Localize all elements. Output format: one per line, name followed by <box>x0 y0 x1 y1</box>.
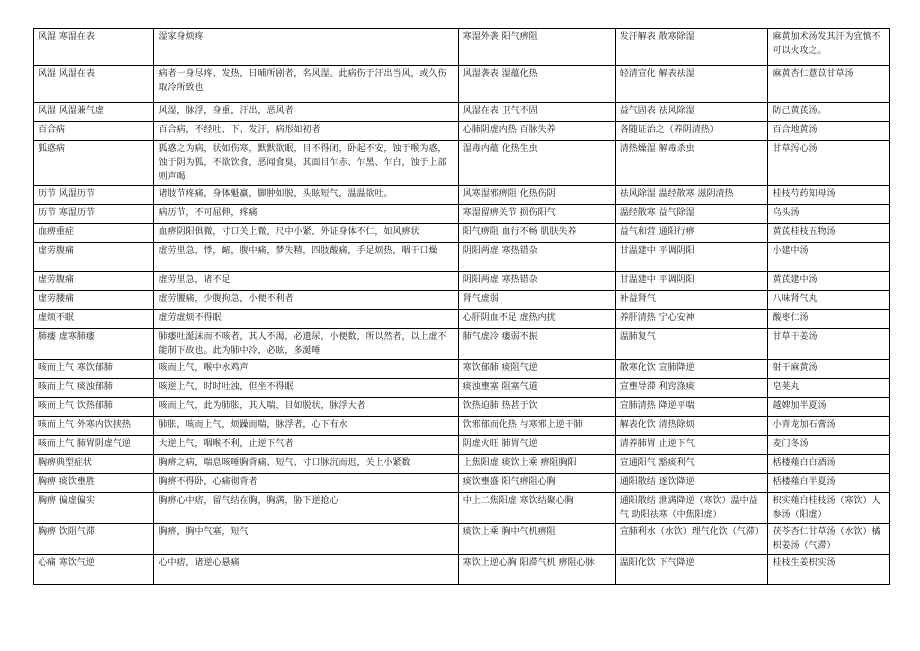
pathogenesis-cell: 寒饮郁肺 痰阻气逆 <box>458 360 615 379</box>
clause-cell: 湿家身烦疼 <box>154 29 458 66</box>
clause-cell: 百合病，不经吐、下、发汗，病形如初者 <box>154 122 458 141</box>
pathogenesis-cell: 中上二焦阳虚 寒饮结聚心胸 <box>458 493 615 524</box>
table-row <box>34 243 890 272</box>
syndrome-cell: 咳而上气 痰浊郁肺 <box>34 379 154 398</box>
treatment-cell: 甘温建中 平调阴阳 <box>615 272 768 291</box>
syndrome-cell: 胸痹 偏虚偏实 <box>34 493 154 524</box>
clause-cell: 咳而上气，此为肺胀，其人喘，目如脱状，脉浮大者 <box>154 398 458 417</box>
syndrome-cell: 风湿 寒湿在表 <box>34 29 154 66</box>
clause-cell: 胸痹不得卧，心痛彻背者 <box>154 474 458 493</box>
formula-cell: 枳实薤白桂枝汤（寒饮）人参汤（阳虚） <box>768 493 890 524</box>
formula-cell: 甘草干姜汤 <box>768 329 890 360</box>
treatment-cell: 益气固表 祛风除湿 <box>615 103 768 122</box>
formula-cell: 栝楼薤白白酒汤 <box>768 455 890 474</box>
clause-cell: 血痹阴阳俱微，寸口关上微，尺中小紧，外证身体不仁，如风痹状 <box>154 224 458 243</box>
syndrome-cell: 胸痹 痰饮壅胜 <box>34 474 154 493</box>
table-row <box>34 186 890 205</box>
clause-cell: 虚劳里急，悸，衄，腹中痛，梦失精，四肢酸痛，手足烦热，咽干口燥 <box>154 243 458 272</box>
table-row <box>34 291 890 310</box>
formula-cell: 黄芪桂枝五物汤 <box>768 224 890 243</box>
clause-cell: 虚劳腰痛，少腹拘急，小便不利者 <box>154 291 458 310</box>
table-row <box>34 329 890 360</box>
pathogenesis-cell: 饮邪郁而化热 与寒邪上逆干肺 <box>458 417 615 436</box>
clause-cell: 虚劳虚烦不得眠 <box>154 310 458 329</box>
clause-cell: 心中痞，诸逆心悬痛 <box>154 555 458 585</box>
syndrome-cell: 虚劳腰痛 <box>34 291 154 310</box>
pathogenesis-cell: 寒湿留痹关节 损伤阳气 <box>458 205 615 224</box>
table-row <box>34 524 890 555</box>
table-row <box>34 141 890 186</box>
formula-cell: 防己黄芪汤。 <box>768 103 890 122</box>
formula-cell: 栝楼薤白半夏汤 <box>768 474 890 493</box>
formula-cell: 酸枣仁汤 <box>768 310 890 329</box>
clause-cell: 风湿，脉浮，身重，汗出，恶风者 <box>154 103 458 122</box>
pathogenesis-cell: 心肝阴血不足 虚热内扰 <box>458 310 615 329</box>
formula-cell: 麦门冬汤 <box>768 436 890 455</box>
formula-cell: 桂枝芍药知母汤 <box>768 186 890 205</box>
treatment-cell: 轻清宣化 解表祛湿 <box>615 66 768 103</box>
syndrome-cell: 百合病 <box>34 122 154 141</box>
formula-cell: 越婢加半夏汤 <box>768 398 890 417</box>
clause-cell: 胸痹，胸中气塞，短气 <box>154 524 458 555</box>
pathogenesis-cell: 阴阳两虚 寒热错杂 <box>458 272 615 291</box>
clause-cell: 狐惑之为病，状如伤寒，默默欲眠，目不得闭，卧起不安，蚀于喉为惑，蚀于阴为狐，不欲饮食，恶闻食臭，其面目乍赤、乍黑、乍白，蚀于上部则声喝 <box>154 141 458 186</box>
formula-cell: 乌头汤 <box>768 205 890 224</box>
treatment-cell: 解表化饮 清热除烦 <box>615 417 768 436</box>
treatment-cell: 清养肺胃 止逆下气 <box>615 436 768 455</box>
pathogenesis-cell: 阴虚火旺 肺胃气逆 <box>458 436 615 455</box>
pathogenesis-cell: 痰饮壅盛 阳气痹阻心胸 <box>458 474 615 493</box>
table-row <box>34 272 890 291</box>
syndrome-cell: 虚烦不眠 <box>34 310 154 329</box>
table-row <box>34 29 890 66</box>
clause-cell: 诸肢节疼痛，身体魁羸，脚肿如脱，头眩短气，温温欲吐。 <box>154 186 458 205</box>
table-row <box>34 436 890 455</box>
syndrome-cell: 咳而上气 肺胃阴虚气逆 <box>34 436 154 455</box>
formula-cell: 茯苓杏仁甘草汤（水饮）橘枳姜汤（气滞） <box>768 524 890 555</box>
treatment-cell: 宣肺利水（水饮）理气化饮（气滞） <box>615 524 768 555</box>
treatment-cell: 通阳散结 泄满降逆（寒饮）温中益气 助阳祛寒（中焦阳虚） <box>615 493 768 524</box>
treatment-cell: 祛风除湿 温经散寒 滋阴清热 <box>615 186 768 205</box>
formula-cell: 八味肾气丸 <box>768 291 890 310</box>
syndrome-cell: 咳而上气 外寒内饮挟热 <box>34 417 154 436</box>
syndrome-cell: 虚劳腹痛 <box>34 272 154 291</box>
syndrome-cell: 胸痹 饮阻气滞 <box>34 524 154 555</box>
syndrome-cell: 咳而上气 饮热郁肺 <box>34 398 154 417</box>
syndrome-cell: 胸痹典型症状 <box>34 455 154 474</box>
formula-cell: 黄芪建中汤 <box>768 272 890 291</box>
formula-cell: 麻黄加术汤发其汗为宜慎不可以火攻之。 <box>768 29 890 66</box>
pathogenesis-cell: 寒湿外袭 阳气痹阻 <box>458 29 615 66</box>
formula-cell: 小青龙加石膏汤 <box>768 417 890 436</box>
table-row <box>34 360 890 379</box>
table-row <box>34 205 890 224</box>
treatment-cell: 各随证治之（养阴清热） <box>615 122 768 141</box>
table-row <box>34 455 890 474</box>
syndrome-cell: 风湿 风湿在表 <box>34 66 154 103</box>
syndrome-cell: 狐惑病 <box>34 141 154 186</box>
table-row <box>34 224 890 243</box>
syndrome-table <box>33 28 890 585</box>
pathogenesis-cell: 风湿袭表 湿蕴化热 <box>458 66 615 103</box>
table-row <box>34 493 890 524</box>
clause-cell: 病者一身尽疼、发热，日晡所剧者，名风湿。此病伤于汗出当风，或久伤取冷所致也 <box>154 66 458 103</box>
treatment-cell: 发汗解表 散寒除湿 <box>615 29 768 66</box>
table-row <box>34 474 890 493</box>
formula-cell: 皂荚丸 <box>768 379 890 398</box>
clause-cell: 虚劳里急，诸不足 <box>154 272 458 291</box>
pathogenesis-cell: 肾气虚弱 <box>458 291 615 310</box>
pathogenesis-cell: 寒饮上逆心胸 阳滞气机 痹阻心脉 <box>458 555 615 585</box>
clause-cell: 胸痹之病，喘息咳唾胸背痛、短气、寸口脉沉而迟，关上小紧数 <box>154 455 458 474</box>
syndrome-cell: 心痛 寒饮气逆 <box>34 555 154 585</box>
treatment-cell: 清热燥湿 解毒杀虫 <box>615 141 768 186</box>
table-row <box>34 103 890 122</box>
table-row <box>34 417 890 436</box>
treatment-cell: 宣肺清热 降逆平喘 <box>615 398 768 417</box>
treatment-cell: 温肺复气 <box>615 329 768 360</box>
pathogenesis-cell: 痰饮上乘 胸中气机痹阻 <box>458 524 615 555</box>
clause-cell: 咳逆上气，时时吐浊，但坐不得眠 <box>154 379 458 398</box>
formula-cell: 小建中汤 <box>768 243 890 272</box>
table-row <box>34 398 890 417</box>
formula-cell: 桂枝生姜枳实汤 <box>768 555 890 585</box>
treatment-cell: 温经散寒 益气除湿 <box>615 205 768 224</box>
formula-cell: 射干麻黄汤 <box>768 360 890 379</box>
pathogenesis-cell: 风寒湿邪痹阻 化热伤阴 <box>458 186 615 205</box>
syndrome-cell: 虚劳腹痛 <box>34 243 154 272</box>
formula-cell: 百合地黄汤 <box>768 122 890 141</box>
treatment-cell: 甘温建中 平调阴阳 <box>615 243 768 272</box>
clause-cell: 胸痹心中痞，留气结在胸，胸满，胁下逆抢心 <box>154 493 458 524</box>
treatment-cell: 温阳化饮 下气降逆 <box>615 555 768 585</box>
treatment-cell: 宣通阳气 豁痰利气 <box>615 455 768 474</box>
clause-cell: 病历节，不可屈伸，疼痛 <box>154 205 458 224</box>
table-row <box>34 310 890 329</box>
pathogenesis-cell: 阳气痹阻 血行不畅 肌肤失养 <box>458 224 615 243</box>
table-row <box>34 379 890 398</box>
pathogenesis-cell: 湿毒内蕴 化热生虫 <box>458 141 615 186</box>
treatment-cell: 补益肾气 <box>615 291 768 310</box>
treatment-cell: 养肝清热 宁心安神 <box>615 310 768 329</box>
table-row <box>34 66 890 103</box>
syndrome-cell: 咳而上气 寒饮郁肺 <box>34 360 154 379</box>
clause-cell: 咳而上气，喉中水鸡声 <box>154 360 458 379</box>
pathogenesis-cell: 上焦阳虚 痰饮上乘 痹阻胸阳 <box>458 455 615 474</box>
pathogenesis-cell: 风湿在表 卫气不固 <box>458 103 615 122</box>
clause-cell: 肺胀，咳而上气，烦躁而喘，脉浮者，心下有水 <box>154 417 458 436</box>
pathogenesis-cell: 心肺阴虚内热 百脉失养 <box>458 122 615 141</box>
syndrome-cell: 历节 风湿历节 <box>34 186 154 205</box>
syndrome-cell: 肺痿 虚寒肺痿 <box>34 329 154 360</box>
syndrome-cell: 风湿 风湿兼气虚 <box>34 103 154 122</box>
treatment-cell: 散寒化饮 宣肺降逆 <box>615 360 768 379</box>
pathogenesis-cell: 肺气虚冷 痿弱不振 <box>458 329 615 360</box>
syndrome-cell: 历节 寒湿历节 <box>34 205 154 224</box>
table-row <box>34 122 890 141</box>
table-body <box>34 29 890 585</box>
syndrome-cell: 血痹重症 <box>34 224 154 243</box>
treatment-cell: 通阳散结 逐饮降逆 <box>615 474 768 493</box>
treatment-cell: 益气和营 通阳行痹 <box>615 224 768 243</box>
formula-cell: 甘草泻心汤 <box>768 141 890 186</box>
pathogenesis-cell: 痰浊壅塞 阻塞气道 <box>458 379 615 398</box>
pathogenesis-cell: 阴阳两虚 寒热错杂 <box>458 243 615 272</box>
table-row <box>34 555 890 585</box>
formula-cell: 麻黄杏仁薏苡甘草汤 <box>768 66 890 103</box>
clause-cell: 肺痿吐涎沫而不咳者，其人不渴，必遗尿，小便数，所以然者，以上虚不能制下故也。此为肺中冷，必眩，多涎唾 <box>154 329 458 360</box>
clause-cell: 大逆上气，咽喉不利，止逆下气者 <box>154 436 458 455</box>
pathogenesis-cell: 饮热迫肺 热甚于饮 <box>458 398 615 417</box>
treatment-cell: 宣壅导滞 利窍涤痰 <box>615 379 768 398</box>
